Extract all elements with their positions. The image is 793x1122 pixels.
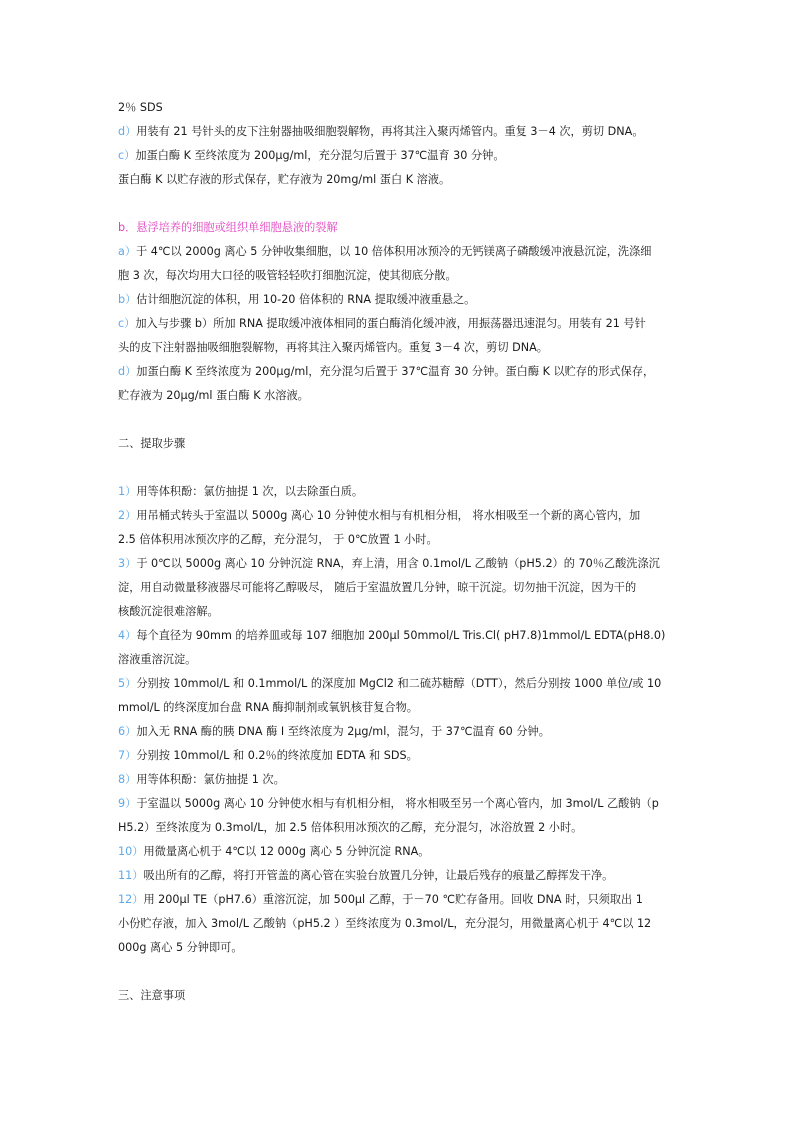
step-number: 10） bbox=[118, 845, 144, 858]
step-number: 3） bbox=[118, 557, 137, 570]
step-item-cont bbox=[118, 816, 678, 840]
step-text: 估计细胞沉淀的体积，用 10-20 倍体积的 RNA 提取缓冲液重悬之。 bbox=[136, 293, 476, 306]
step-item bbox=[118, 720, 678, 744]
step-number: 5） bbox=[118, 677, 137, 690]
step-text: 分别按 10mmol/L 和 0.1mmol/L 的深度加 MgCl2 和二硫苏糖醇（DTT），然后分别按 1000 单位/或 10 bbox=[136, 677, 662, 690]
step-text: 核酸沉淀很难溶解。 bbox=[118, 605, 219, 618]
step-item-cont bbox=[118, 600, 678, 624]
step-number: 9） bbox=[118, 797, 137, 810]
step-c-b-cont: 头的皮下注射器抽吸细胞裂解物，再将其注入聚丙烯管内。重复 3－4 次，剪切 DNA。 bbox=[118, 341, 548, 354]
step-item bbox=[118, 768, 678, 792]
step-item bbox=[118, 840, 678, 864]
step-label: a） bbox=[118, 245, 137, 258]
step-d-b-cont: 贮存液为 20μg/ml 蛋白酶 K 水溶液。 bbox=[118, 389, 309, 402]
step-text: 于 4℃以 2000g 离心 5 分钟收集细胞，以 10 倍体积用冰预冷的无钙镁离子磷酸缓冲液悬沉淀，洗涤细 bbox=[136, 245, 652, 258]
step-number: 7） bbox=[118, 749, 137, 762]
step-label: c） bbox=[118, 317, 136, 330]
step-text: 小份贮存液，加入 3mol/L 乙酸钠（pH5.2 ）至终浓度为 0.3mol/L，充分混匀，用微量离心机于 4℃以 12 bbox=[118, 917, 652, 930]
step-item bbox=[118, 624, 678, 648]
step-text: 加蛋白酶 K 至终浓度为 200μg/ml，充分混匀后置于 37℃温育 30 分钟。蛋白酶 K 以贮存的形式保存， bbox=[136, 365, 655, 378]
step-item-cont bbox=[118, 696, 678, 720]
step-item-cont bbox=[118, 528, 678, 552]
step-text: mmol/L 的终深度加台盘 RNA 酶抑制剂或氧钒核苷复合物。 bbox=[118, 701, 418, 714]
step-number: 12） bbox=[118, 893, 144, 906]
step-d-b bbox=[118, 360, 678, 384]
step-item-cont bbox=[118, 912, 678, 936]
step-a-b bbox=[118, 240, 678, 264]
step-text: 加入与步骤 b）所加 RNA 提取缓冲液体相同的蛋白酶消化缓冲液，用振荡器迅速混匀。用装有 21 号针 bbox=[135, 317, 646, 330]
step-text: 每个直径为 90mm 的培养皿或每 107 细胞加 200μl 50mmol/L Tris.Cl( pH7.8)1mmol/L EDTA(pH8.0) bbox=[136, 629, 666, 642]
step-text: 000g 离心 5 分钟即可。 bbox=[118, 941, 243, 954]
step-label: d） bbox=[118, 125, 137, 138]
step-label: d） bbox=[118, 365, 137, 378]
step-label: b） bbox=[118, 293, 137, 306]
step-a-b-cont: 胞 3 次，每次均用大口径的吸管轻轻吹打细胞沉淀，使其彻底分散。 bbox=[118, 269, 457, 282]
step-text: 2.5 倍体积用冰预次序的乙醇，充分混匀， 于 0℃放置 1 小时。 bbox=[118, 533, 438, 546]
step-text: 溶液重溶沉淀。 bbox=[118, 653, 197, 666]
section-b-title: b．悬浮培养的细胞或组织单细胞悬液的裂解 bbox=[118, 221, 338, 234]
step-b-b bbox=[118, 288, 678, 312]
step-item bbox=[118, 672, 678, 696]
step-text: 加入无 RNA 酶的胰 DNA 酶 I 至终浓度为 2μg/ml，混匀，于 37℃温育 60 分钟。 bbox=[136, 725, 550, 738]
step-text: 于 0℃以 5000g 离心 10 分钟沉淀 RNA，弃上清，用含 0.1mol/L 乙酸钠（pH5.2）的 70％乙酸洗涤沉 bbox=[136, 557, 660, 570]
step-text: 淀，用自动微量移液器尽可能将乙醇吸尽， 随后于室温放置几分钟，晾干沉淀。切勿抽干沉淀，因为干的 bbox=[118, 581, 637, 594]
step-text: 用装有 21 号针头的皮下注射器抽吸细胞裂解物，再将其注入聚丙烯管内。重复 3－4 次，剪切 DNA。 bbox=[136, 125, 644, 138]
step-number: 2） bbox=[118, 509, 137, 522]
step-number: 6） bbox=[118, 725, 137, 738]
step-text: 吸出所有的乙醇，将打开管盖的离心管在实验台放置几分钟，让最后残存的痕量乙醇挥发干净。 bbox=[143, 869, 614, 882]
step-text: 分别按 10mmol/L 和 0.2％的终浓度加 EDTA 和 SDS。 bbox=[136, 749, 418, 762]
step-item bbox=[118, 792, 678, 816]
step-text: 加蛋白酶 K 至终浓度为 200μg/ml，充分混匀后置于 37℃温育 30 分钟。 bbox=[135, 149, 505, 162]
step-text: 用吊桶式转头于室温以 5000g 离心 10 分钟使水相与有机相分相， 将水相吸至一个新的离心管内，加 bbox=[136, 509, 641, 522]
step-d-top bbox=[118, 120, 678, 144]
step-text: H5.2）至终浓度为 0.3mol/L，加 2.5 倍体积用冰预次的乙醇，充分混匀，冰浴放置 2 小时。 bbox=[118, 821, 583, 834]
document-page bbox=[118, 96, 678, 1008]
step-item-cont bbox=[118, 936, 678, 960]
step-number: 4） bbox=[118, 629, 137, 642]
section-3-heading: 三、注意事项 bbox=[118, 989, 186, 1002]
step-item bbox=[118, 864, 678, 888]
step-text: 用 200μl TE（pH7.6）重溶沉淀，加 500μl 乙醇，于－70 ℃贮存备用。回收 DNA 时，只须取出 1 bbox=[143, 893, 643, 906]
step-text: 于室温以 5000g 离心 10 分钟使水相与有机相分相， 将水相吸至另一个离心管内，加 3mol/L 乙酸钠（p bbox=[136, 797, 659, 810]
extraction-steps bbox=[118, 480, 678, 960]
step-item bbox=[118, 744, 678, 768]
step-label: c） bbox=[118, 149, 136, 162]
sds-line: 2％ SDS bbox=[118, 101, 163, 114]
step-number: 1） bbox=[118, 485, 137, 498]
step-c-b bbox=[118, 312, 678, 336]
step-item-cont bbox=[118, 576, 678, 600]
protease-note: 蛋白酶 K 以贮存液的形式保存，贮存液为 20mg/ml 蛋白 K 溶液。 bbox=[118, 173, 451, 186]
step-text: 用微量离心机于 4℃以 12 000g 离心 5 分钟沉淀 RNA。 bbox=[143, 845, 430, 858]
section-2-heading: 二、提取步骤 bbox=[118, 437, 186, 450]
step-number: 11） bbox=[118, 869, 144, 882]
step-text: 用等体积酚：氯仿抽提 1 次，以去除蛋白质。 bbox=[136, 485, 364, 498]
step-item bbox=[118, 480, 678, 504]
step-item-cont bbox=[118, 648, 678, 672]
step-item bbox=[118, 504, 678, 528]
step-text: 用等体积酚：氯仿抽提 1 次。 bbox=[136, 773, 285, 786]
step-c-top bbox=[118, 144, 678, 168]
step-number: 8） bbox=[118, 773, 137, 786]
step-item bbox=[118, 552, 678, 576]
step-item bbox=[118, 888, 678, 912]
